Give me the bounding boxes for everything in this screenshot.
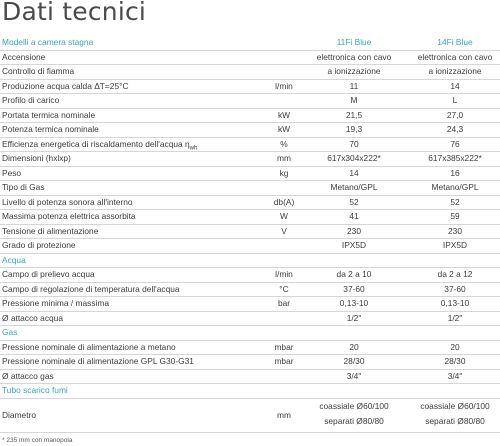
table-row (0, 167, 500, 182)
row-label: Pressione minima / massima (2, 298, 110, 308)
row-label: Diametro (2, 409, 36, 420)
value-line: separati Ø80/80 (324, 415, 384, 426)
value-11fi: 28/30 (343, 356, 365, 366)
value-11fi: 20 (349, 341, 359, 352)
section-title: Acqua (2, 254, 26, 265)
section-title: Gas (2, 327, 18, 337)
table-row (0, 297, 500, 312)
table-row (0, 341, 500, 356)
row-label-text: Efficienza energetica di riscaldamento dell'acqua η (2, 138, 190, 149)
value-14fi: Metano/GPL (431, 182, 479, 192)
value-11fi: IPX5D (341, 240, 367, 250)
value-14fi: L (452, 95, 458, 105)
row-label: Potenza termica nominale (2, 124, 99, 134)
row-unit: V (281, 225, 287, 236)
row-unit: kW (277, 109, 291, 120)
row-label: Pressione nominale di alimentazione GPL G30-G31 (2, 356, 194, 366)
value-11fi: M (350, 95, 358, 105)
table-header-row (0, 36, 500, 51)
row-label: Pressione nominale di alimentazione a metano (2, 341, 176, 352)
table-row (0, 94, 500, 109)
value-11fi: 70 (349, 138, 359, 149)
table-row (0, 109, 500, 124)
footnote: * 235 mm con manopola (2, 437, 73, 444)
table-row (0, 138, 500, 153)
value-14fi: 37-60 (444, 283, 466, 294)
value-14fi: 617x385x222* (428, 153, 482, 163)
gas-rows (0, 341, 500, 385)
row-label: Grado di protezione (2, 240, 76, 250)
tech-specs-table (0, 36, 500, 433)
general-rows (0, 51, 500, 254)
value-11fi: 0,13-10 (339, 298, 369, 308)
table-row (0, 80, 500, 95)
value-11fi: 3/4" (346, 370, 362, 381)
section-acqua (0, 254, 500, 269)
section-title: Tubo scarico fumi (2, 385, 68, 395)
value-11fi: 230 (347, 225, 361, 236)
row-unit: bar (277, 298, 291, 308)
header-label: Modelli a camera stagna (2, 37, 94, 47)
row-unit: °C (279, 283, 289, 294)
table-row (0, 51, 500, 66)
value-11fi: 617x304x222* (327, 153, 381, 163)
table-row (0, 196, 500, 211)
row-unit: mbar (274, 341, 294, 352)
value-11fi: 37-60 (343, 283, 365, 294)
row-label: Ø attacco gas (2, 370, 54, 381)
model-11fi-header: 11Fi Blue (336, 37, 372, 47)
value-14fi: a ionizzazione (428, 66, 482, 76)
value-line: separati Ø80/80 (425, 415, 485, 426)
value-14fi: da 2 a 12 (437, 269, 473, 279)
value-11fi: 41 (349, 211, 359, 221)
row-unit: W (280, 211, 288, 221)
row-label: Peso (2, 167, 22, 178)
value-11fi (304, 399, 404, 429)
table-row (0, 355, 500, 370)
table-row (0, 225, 500, 240)
value-14fi: 52 (450, 196, 460, 207)
row-label: Campo di prelievo acqua (2, 269, 95, 279)
value-14fi: 59 (450, 211, 460, 221)
value-14fi: 24,3 (446, 124, 464, 134)
value-14fi: 3/4" (447, 370, 463, 381)
table-row (0, 239, 500, 254)
value-14fi: 230 (448, 225, 462, 236)
value-14fi: 28/30 (444, 356, 466, 366)
table-row (0, 312, 500, 327)
table-row (0, 210, 500, 225)
row-unit: kW (277, 124, 291, 134)
value-14fi (410, 399, 500, 429)
value-14fi: 20 (450, 341, 460, 352)
row-unit: l/min (275, 80, 293, 91)
row-unit: l/min (275, 269, 293, 279)
value-11fi: Metano/GPL (330, 182, 378, 192)
row-label: Portata termica nominale (2, 109, 96, 120)
section-fumi (0, 384, 500, 399)
value-11fi: 21,5 (345, 109, 363, 120)
value-11fi: 14 (349, 167, 359, 178)
table-row (0, 65, 500, 80)
row-label: Massima potenza elettrica assorbita (2, 211, 136, 221)
value-14fi: 14 (450, 80, 460, 91)
value-11fi: 11 (349, 80, 359, 91)
row-unit: db(A) (273, 196, 295, 207)
row-label: Controllo di fiamma (2, 66, 75, 76)
value-11fi: da 2 a 10 (336, 269, 372, 279)
table-row (0, 123, 500, 138)
value-14fi: elettronica con cavo (417, 51, 493, 62)
value-11fi: 19,3 (345, 124, 363, 134)
section-gas (0, 326, 500, 341)
table-row (0, 283, 500, 298)
page-title: Dati tecnici (2, 0, 147, 26)
table-row (0, 181, 500, 196)
value-11fi: 52 (349, 196, 359, 207)
value-14fi: 0,13-10 (440, 298, 470, 308)
value-14fi: 16 (450, 167, 460, 178)
table-row (0, 268, 500, 283)
row-label: Ø attacco acqua (2, 312, 63, 323)
row-unit: mm (277, 409, 291, 420)
value-14fi: 1/2" (447, 312, 463, 323)
row-unit: mbar (274, 356, 294, 366)
table-row (0, 399, 500, 433)
value-14fi: IPX5D (442, 240, 468, 250)
row-label: Dimensioni (hxlxp) (2, 153, 71, 163)
row-label: Accensione (2, 51, 46, 62)
value-line: coassiale Ø60/100 (319, 400, 389, 411)
value-11fi: elettronica con cavo (316, 51, 392, 62)
row-unit: kg (279, 167, 289, 178)
row-unit: mm (277, 153, 291, 163)
acqua-rows (0, 268, 500, 326)
row-label: Livello di potenza sonora all'interno (2, 196, 133, 207)
row-label: Tensione di alimentazione (2, 225, 99, 236)
value-line: coassiale Ø60/100 (420, 400, 490, 411)
value-11fi: a ionizzazione (327, 66, 381, 76)
row-label: Profilo di carico (2, 95, 60, 105)
model-14fi-header: 14Fi Blue (437, 37, 473, 47)
value-14fi: 76 (450, 138, 460, 149)
row-label: Tipo di Gas (2, 182, 45, 192)
row-label-subscript: wh (189, 145, 198, 152)
table-row (0, 370, 500, 385)
value-11fi: 1/2" (346, 312, 362, 323)
row-label: Campo di regolazione di temperatura dell'acqua (2, 283, 180, 294)
row-unit: % (280, 138, 288, 149)
row-label: Produzione acqua calda ΔT=25°C (2, 80, 129, 91)
value-14fi: 27,0 (446, 109, 464, 120)
table-row (0, 152, 500, 167)
